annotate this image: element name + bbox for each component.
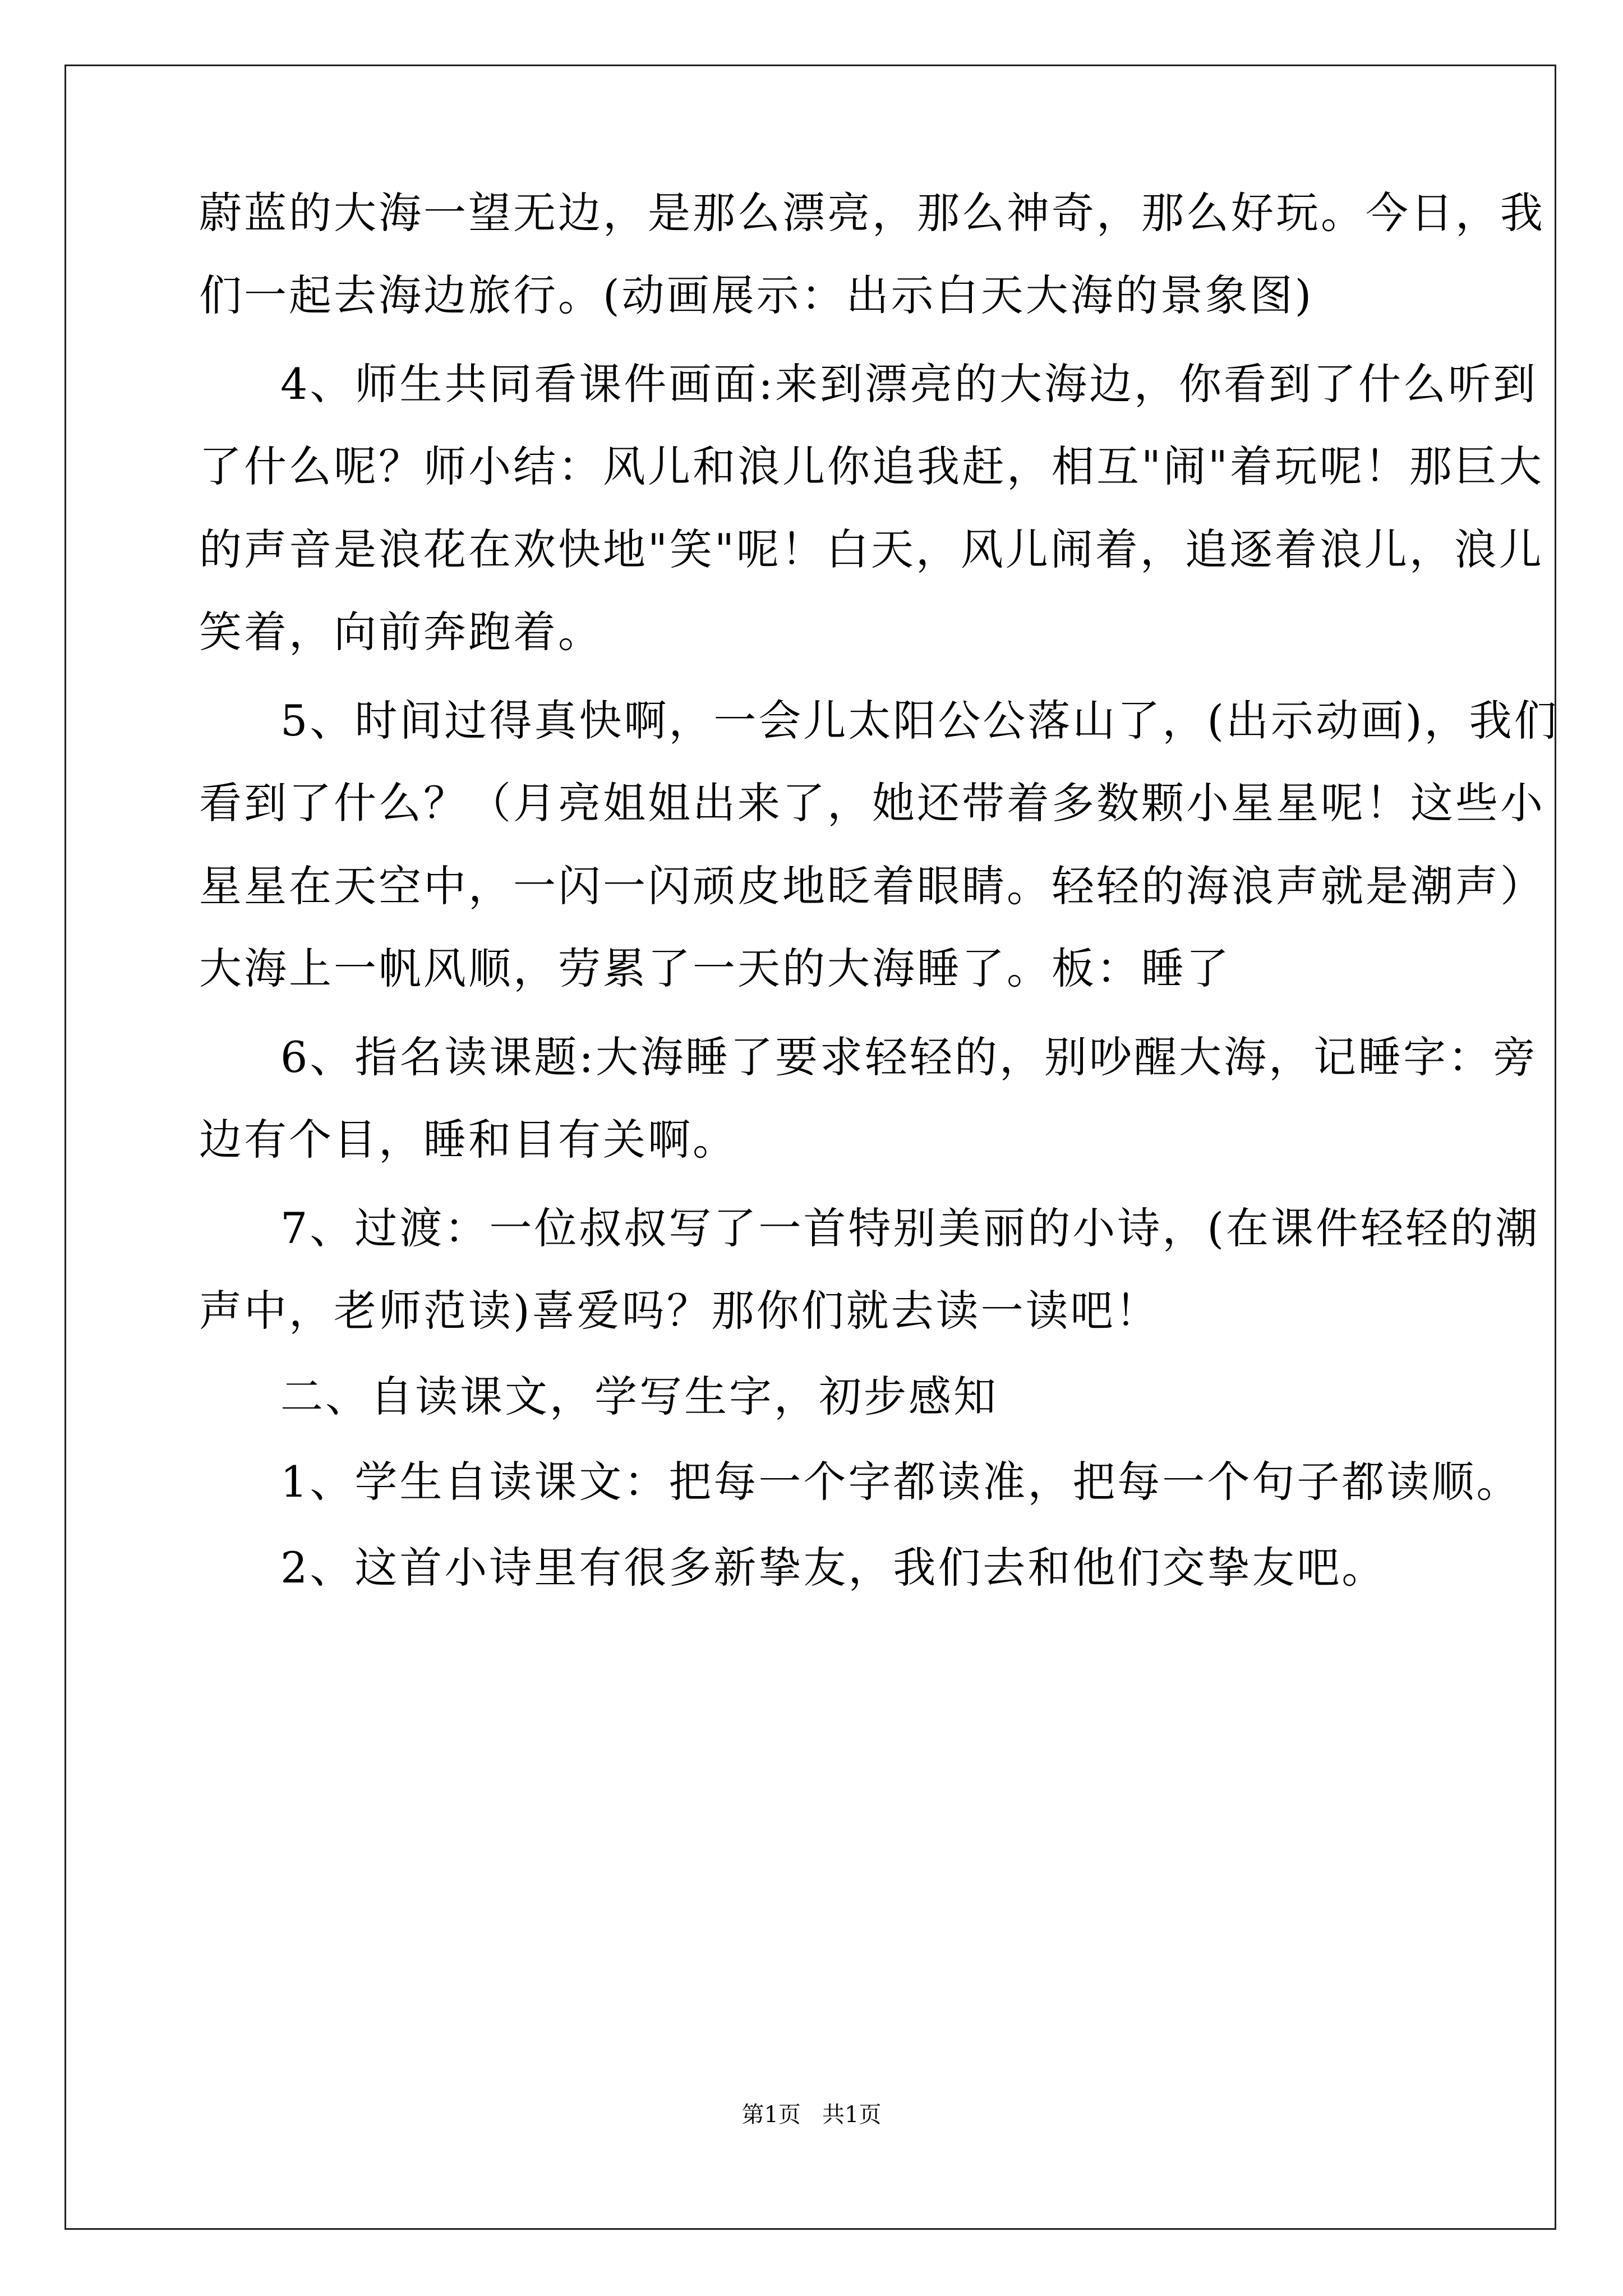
section-heading: 二、自读课文，学写生字，初步感知 xyxy=(280,1372,998,1421)
page-number-footer: 第1页 共1页 xyxy=(741,2102,882,2128)
paragraph-start-line: 2、这首小诗里有很多新挚友，我们去和他们交挚友吧。 xyxy=(280,1543,1387,1593)
text-line: 们一起去海边旅行。(动画展示：出示白天大海的景象图) xyxy=(199,270,1314,320)
text-line: 笑着，向前奔跑着。 xyxy=(199,607,603,657)
paragraph-start-line: 4、师生共同看课件画面:来到漂亮的大海边，你看到了什么听到 xyxy=(280,359,1538,409)
paragraph-start-line: 5、时间过得真快啊，一会儿太阳公公落山了，(出示动画)，我们 xyxy=(280,696,1559,746)
text-line: 了什么呢？师小结：风儿和浪儿你追我赶，相互"闹"着玩呢！那巨大 xyxy=(199,441,1544,491)
text-line: 声中，老师范读)喜爱吗？那你们就去读一读吧！ xyxy=(199,1286,1160,1336)
text-line: 星星在天空中，一闪一闪顽皮地眨着眼睛。轻轻的海浪声就是潮声） xyxy=(199,861,1545,911)
paragraph-start-line: 7、过渡：一位叔叔写了一首特别美丽的小诗，(在课件轻轻的潮 xyxy=(280,1203,1541,1253)
text-line: 边有个目，睡和目有关啊。 xyxy=(199,1115,737,1165)
paragraph-start-line: 6、指名读课题:大海睡了要求轻轻的，别吵醒大海，记睡字：旁 xyxy=(280,1032,1538,1082)
text-line: 蔚蓝的大海一望无边，是那么漂亮，那么神奇，那么好玩。今日，我 xyxy=(199,188,1545,238)
text-line: 的声音是浪花在欢快地"笑"呢！白天，风儿闹着，追逐着浪儿，浪儿 xyxy=(199,524,1544,574)
text-line: 大海上一帆风顺，劳累了一天的大海睡了。板：睡了 xyxy=(199,944,1231,993)
text-line: 看到了什么？（月亮姐姐出来了，她还带着多数颗小星星呢！这些小 xyxy=(199,778,1545,828)
paragraph-start-line: 1、学生自读课文：把每一个字都读准，把每一个句子都读顺。 xyxy=(280,1457,1521,1507)
